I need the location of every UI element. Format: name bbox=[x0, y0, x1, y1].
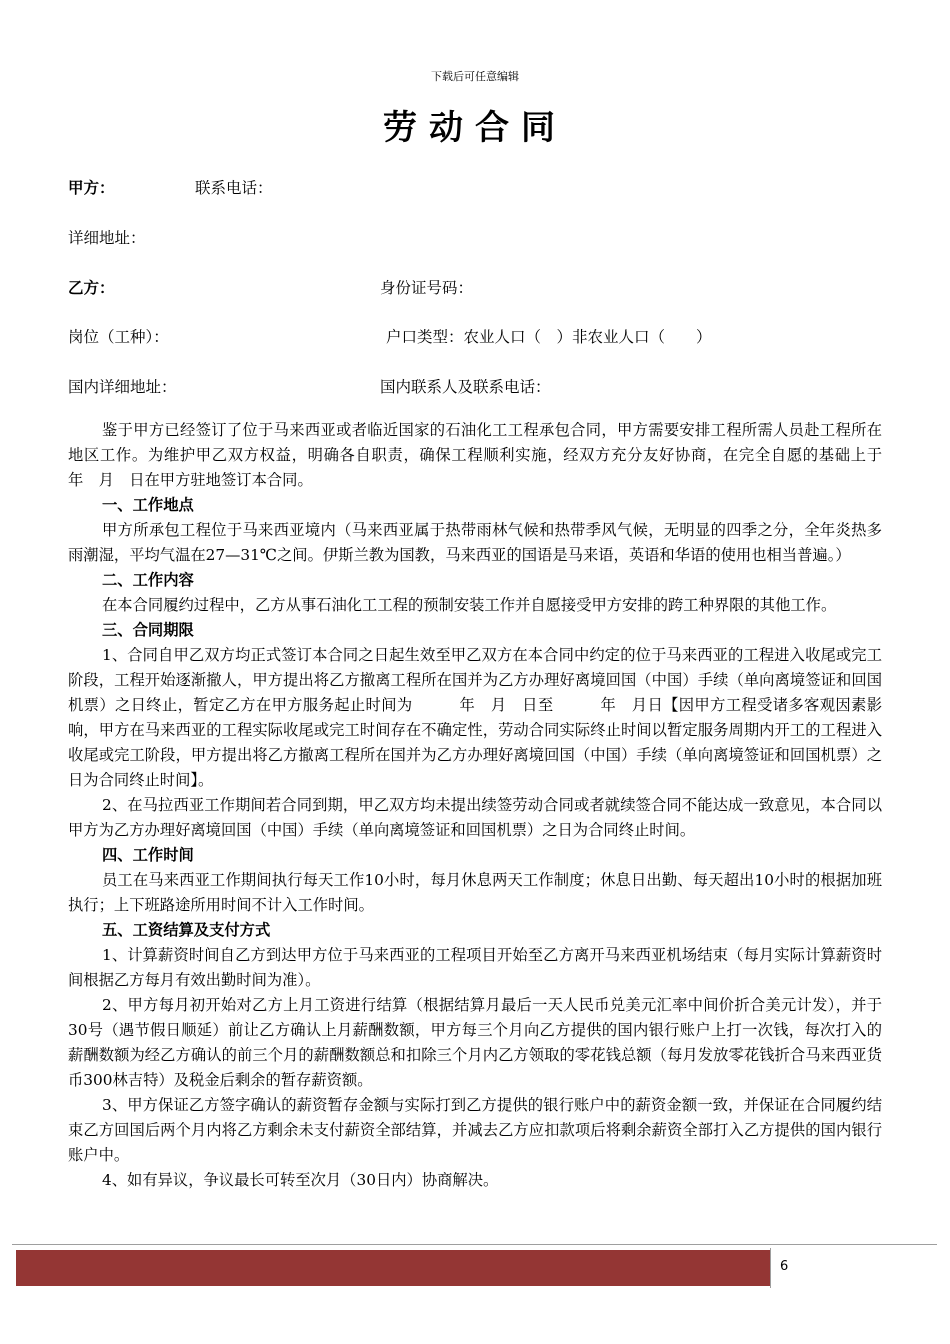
paragraph: 在本合同履约过程中，乙方从事石油化工工程的预制安装工作并自愿接受甲方安排的跨工种界限的其他工作。 bbox=[102, 596, 837, 614]
hukou-label: 户口类型：农业人口（ ）非农业人口（ ） bbox=[386, 328, 712, 346]
footer-bar bbox=[16, 1250, 770, 1286]
position-label: 岗位（工种）： bbox=[68, 328, 169, 346]
section-heading: 一、工作地点 bbox=[102, 496, 194, 514]
section-heading: 五、工资结算及支付方式 bbox=[102, 921, 271, 939]
party-b-label: 乙方： bbox=[68, 278, 115, 297]
domestic-address-label: 国内详细地址： bbox=[68, 378, 177, 396]
paragraph: 1、计算薪资时间自乙方到达甲方位于马来西亚的工程项目开始至乙方离开马来西亚机场结束（每月实际计算薪资时间根据乙方每月有效出勤时间为准）。 bbox=[68, 946, 882, 989]
section-heading: 四、工作时间 bbox=[102, 846, 194, 864]
address-label: 详细地址： bbox=[68, 229, 146, 247]
paragraph: 员工在马来西亚工作期间执行每天工作10小时，每月休息两天工作制度；休息日出勤、每天超出10小时的根据加班执行；上下班路途所用时间不计入工作时间。 bbox=[68, 871, 882, 914]
page-number: 6 bbox=[780, 1259, 789, 1274]
paragraph: 甲方所承包工程位于马来西亚境内（马来西亚属于热带雨林气候和热带季风气候，无明显的四季之分，全年炎热多雨潮湿，平均气温在27—31℃之间。伊斯兰教为国教，马来西亚的国语是马来语，英语和华语的使用也相当普遍。） bbox=[68, 521, 882, 564]
document-title: 劳动合同 bbox=[383, 108, 567, 148]
top-note: 下载后可任意编辑 bbox=[431, 70, 519, 83]
paragraph: 2、在马拉西亚工作期间若合同到期，甲乙双方均未提出续签劳动合同或者就续签合同不能达成一致意见，本合同以甲方为乙方办理好离境回国（中国）手续（单向离境签证和回国机票）之日为合同终止时间。 bbox=[68, 796, 882, 839]
party-a-label: 甲方： bbox=[68, 178, 115, 197]
footer-divider bbox=[770, 1248, 771, 1288]
paragraph: 4、如有异议，争议最长可转至次月（30日内）协商解决。 bbox=[102, 1171, 499, 1189]
footer-rule bbox=[12, 1244, 937, 1245]
paragraph: 鉴于甲方已经签订了位于马来西亚或者临近国家的石油化工工程承包合同，甲方需要安排工程所需人员赴工程所在地区工作。为维护甲乙双方权益，明确各自职责，确保工程顺利实施，经双方充分友好协商，在完全自愿的基础上于 年 月 日在甲方驻地签订本合同。 bbox=[68, 421, 928, 489]
paragraph: 3、甲方保证乙方签字确认的薪资暂存金额与实际打到乙方提供的银行账户中的薪资金额一致，并保证在合同履约结束乙方回国后两个月内将乙方剩余未支付薪资全部结算，并减去乙方应扣款项后将剩余薪资全部打入乙方提供的国内银行账户中。 bbox=[68, 1096, 882, 1164]
paragraph: 1、合同自甲乙双方均正式签订本合同之日起生效至甲乙双方在本合同中约定的位于马来西亚的工程进入收尾或完工阶段，工程开始逐渐撤人，甲方提出将乙方撤离工程所在国并为乙方办理好离境回国（中国）手续（单向离境签证和回国机票）之日终止，暂定乙方在甲方服务起止时间为 年 月 日至 年 月日【因甲方工程受诸多客观因素影响，甲方在马来西亚的工程实际收尾或完工时间存在不确定性，劳动合同实际终止时间以暂定服务周期内开工的工程进入收尾或完工阶段，甲方提出将乙方撤离工程所在国并为乙方办理好离境回国（中国）手续（单向离境签证和回国机票）之日为合同终止时间】。 bbox=[68, 646, 882, 789]
section-heading: 二、工作内容 bbox=[102, 571, 194, 589]
domestic-contact-label: 国内联系人及联系电话： bbox=[380, 378, 551, 396]
phone-label: 联系电话： bbox=[195, 179, 273, 197]
id-number-label: 身份证号码： bbox=[380, 279, 474, 297]
paragraph: 2、甲方每月初开始对乙方上月工资进行结算（根据结算月最后一天人民币兑美元汇率中间价折合美元计发），并于30号（遇节假日顺延）前让乙方确认上月薪酬数额，甲方每三个月向乙方提供的国内银行账户上打一次钱，每次打入的薪酬数额为经乙方确认的前三个月的薪酬数额总和扣除三个月内乙方领取的零花钱总额（每月发放零花钱折合马来西亚货币300林吉特）及税金后剩余的暂存薪资额。 bbox=[68, 996, 882, 1089]
contract-body bbox=[68, 418, 928, 1193]
section-heading: 三、合同期限 bbox=[102, 621, 194, 639]
